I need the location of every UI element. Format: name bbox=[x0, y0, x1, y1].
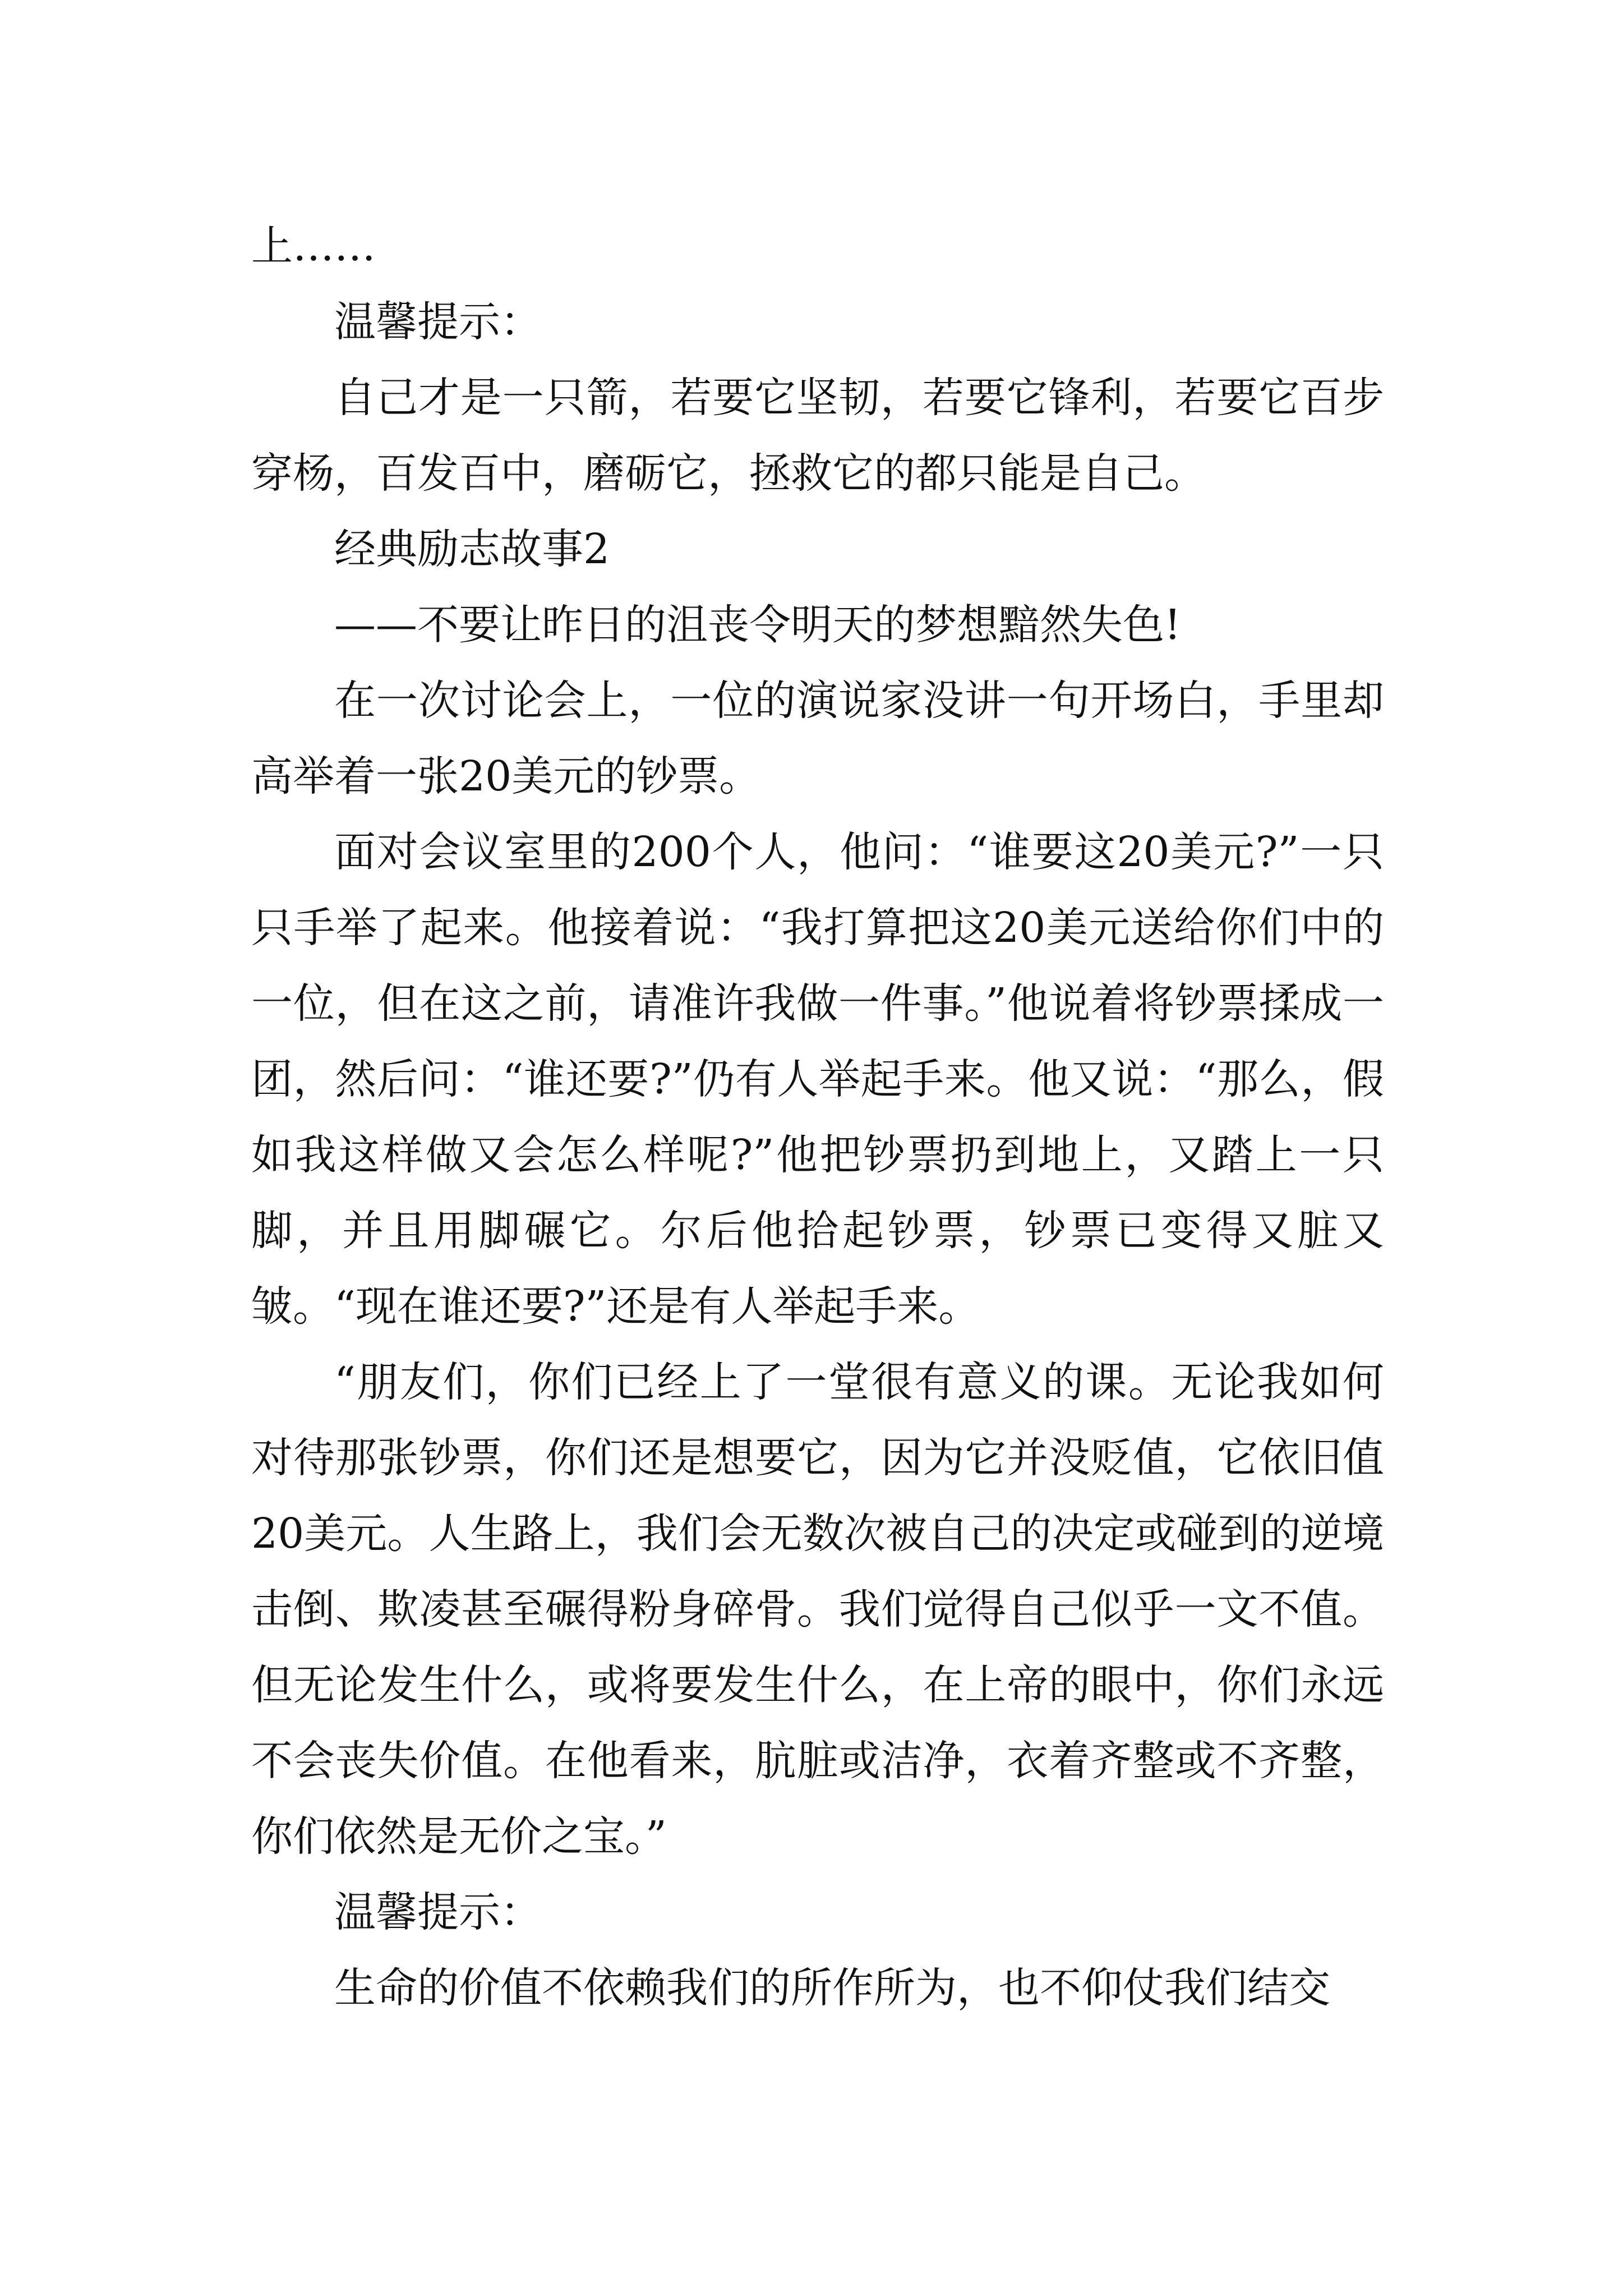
story-subtitle: ——不要让昨日的沮丧令明天的梦想黯然失色! bbox=[334, 601, 1181, 649]
paragraph: 面对会议室里的200个人，他问：“谁要这20美元?”一只只手举了起来。他接着说：“我打算把这20美元送给你们中的一位，但在这之前，请准许我做一件事。”他说着将钞票揉成一团，然后问：“谁还要?”仍有人举起手来。他又说：“那么，假如我这样做又会怎么样呢?”他把钞票扔到地上，又踏上一只脚，并且用脚碾它。尔后他拾起钞票，钞票已变得又脏又皱。“现在谁还要?”还是有人举起手来。 bbox=[251, 828, 1384, 1331]
paragraph: 自己才是一只箭，若要它坚韧，若要它锋利，若要它百步穿杨，百发百中，磨砺它，拯救它的都只能是自己。 bbox=[251, 374, 1384, 498]
paragraph: 生命的价值不依赖我们的所作所为，也不仰仗我们结交 bbox=[334, 1964, 1330, 2012]
document-body bbox=[251, 209, 1384, 2026]
story-title: 经典励志故事2 bbox=[334, 525, 610, 573]
tip-heading: 温馨提示： bbox=[334, 298, 542, 346]
tip-heading: 温馨提示： bbox=[334, 1888, 542, 1936]
paragraph: 在一次讨论会上，一位的演说家没讲一句开场白，手里却高举着一张20美元的钞票。 bbox=[251, 677, 1384, 800]
paragraph: “朋友们，你们已经上了一堂很有意义的课。无论我如何对待那张钞票，你们还是想要它，因为它并没贬值，它依旧值20美元。人生路上，我们会无数次被自己的决定或碰到的逆境击倒、欺凌甚至碾得粉身碎骨。我们觉得自己似乎一文不值。但无论发生什么，或将要发生什么，在上帝的眼中，你们永远不会丧失价值。在他看来，肮脏或洁净，衣着齐整或不齐整，你们依然是无价之宝。” bbox=[251, 1358, 1384, 1861]
paragraph-continuation: 上…… bbox=[251, 222, 376, 270]
